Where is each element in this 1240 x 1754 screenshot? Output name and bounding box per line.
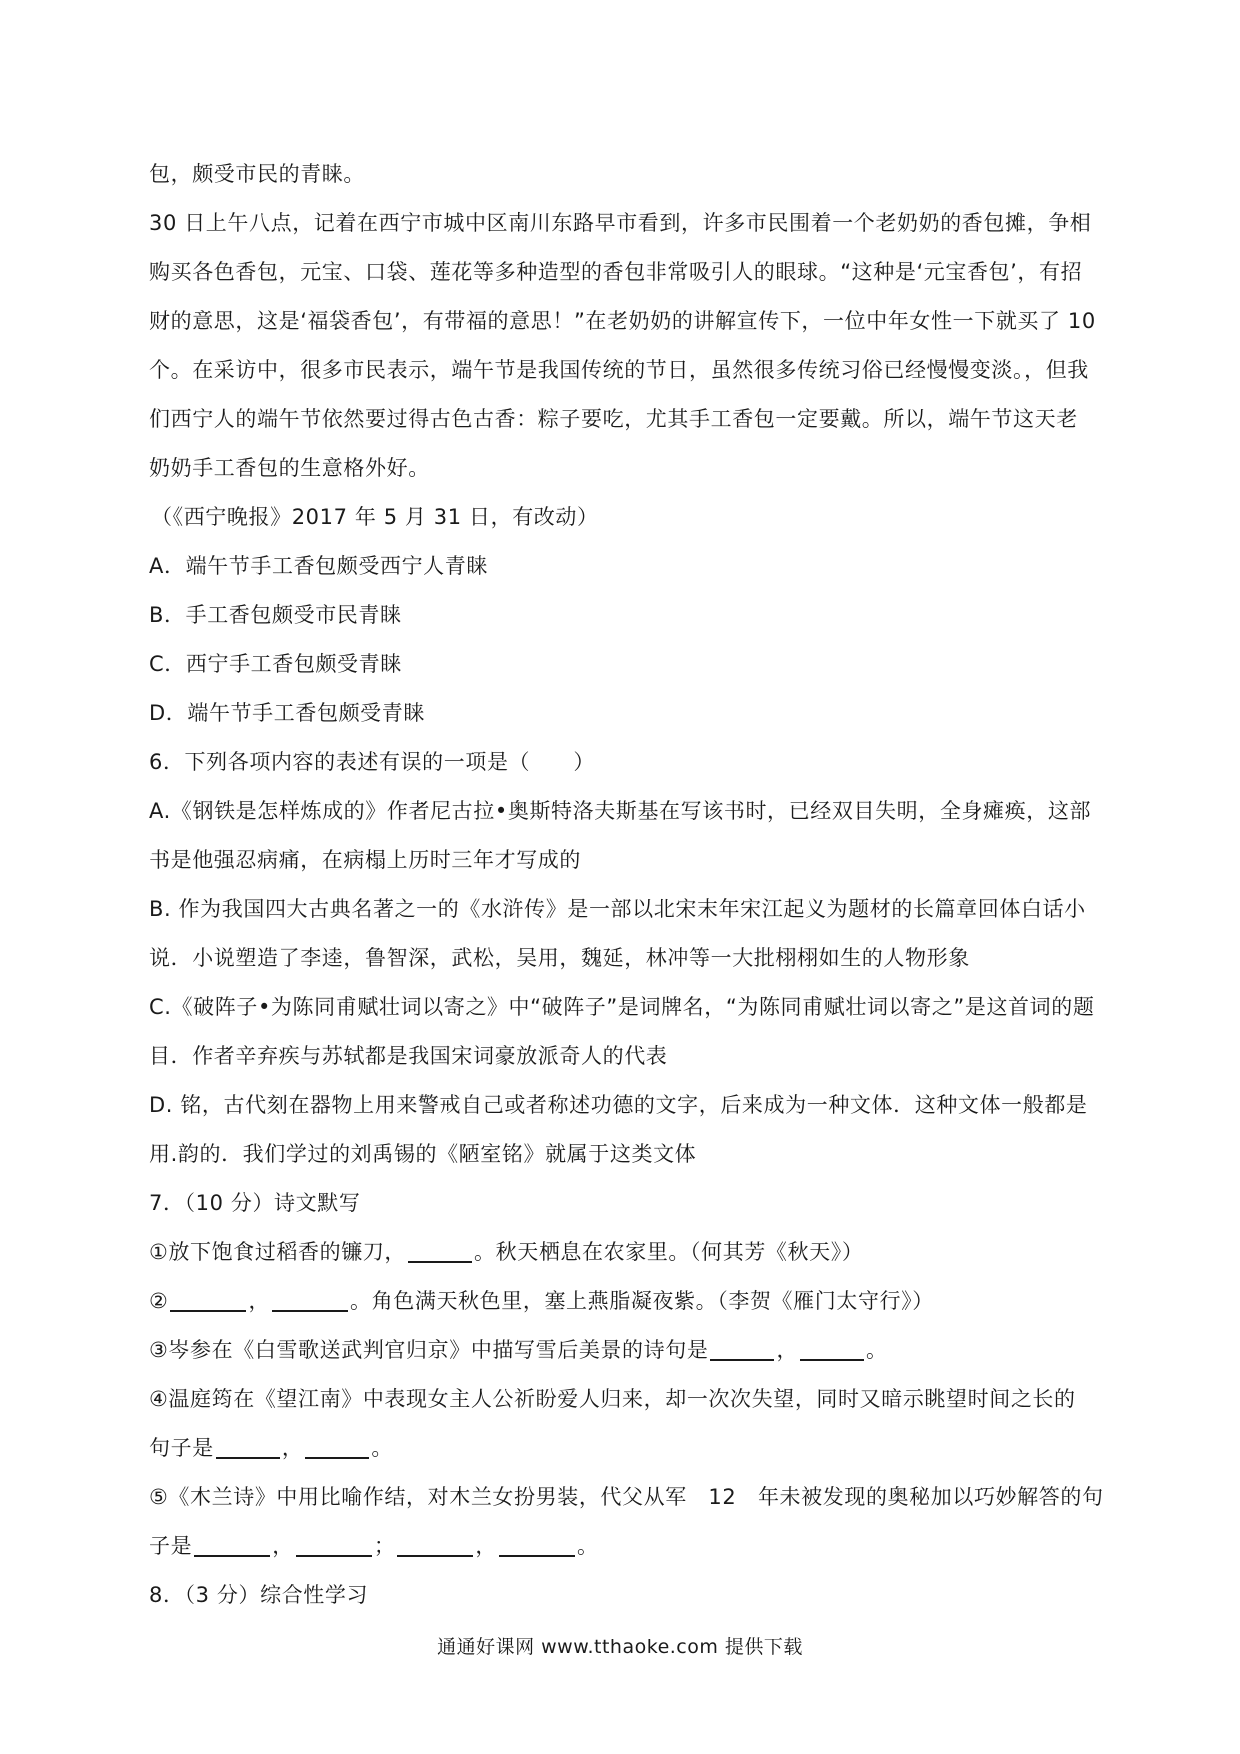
answer-blank[interactable]	[499, 1531, 575, 1557]
answer-blank[interactable]	[296, 1531, 372, 1557]
answer-blank[interactable]	[216, 1433, 280, 1459]
text-line: 包，颇受市民的青睐。	[149, 162, 365, 186]
poem-item-5-cont: 子是 ， ； ， 。	[149, 1522, 1099, 1571]
text-line: D. 铭，古代刻在器物上用来警戒自己或者称述功德的文字，后来成为一种文体．这种文体一般都是	[149, 1093, 1088, 1117]
answer-blank[interactable]	[710, 1335, 774, 1361]
answer-blank[interactable]	[305, 1433, 369, 1459]
poem-item-2: ② ， 。角色满天秋色里，塞上燕脂凝夜紫。（李贺《雁门太守行》）	[149, 1277, 1099, 1326]
option-a: A．端午节手工香包颇受西宁人青睐	[149, 554, 488, 578]
answer-blank[interactable]	[397, 1531, 473, 1557]
answer-blank[interactable]	[272, 1286, 348, 1312]
text-line: 说．小说塑造了李逵，鲁智深，武松，吴用，魏延，林冲等一大批栩栩如生的人物形象	[149, 946, 970, 970]
option-d: D．端午节手工香包颇受青睐	[149, 701, 425, 725]
answer-blank[interactable]	[408, 1237, 472, 1263]
option-b: B．手工香包颇受市民青睐	[149, 603, 402, 627]
text-line: B. 作为我国四大古典名著之一的《水浒传》是一部以北宋末年宋江起义为题材的长篇章回体白话小	[149, 897, 1086, 921]
poem-item-5: ⑤《木兰诗》中用比喻作结，对木兰女扮男装，代父从军 12 年未被发现的奥秘加以巧妙解答的句	[149, 1485, 1104, 1509]
text-line: 购买各色香包，元宝、口袋、莲花等多种造型的香包非常吸引人的眼球。“这种是‘元宝香包’，有招	[149, 260, 1083, 284]
answer-blank[interactable]	[170, 1286, 246, 1312]
source-citation: （《西宁晚报》2017 年 5 月 31 日，有改动）	[151, 505, 599, 529]
poem-item-1: ①放下饱食过稻香的镰刀， 。秋天栖息在农家里。（何其芳《秋天》）	[149, 1228, 1099, 1277]
text-line: 们西宁人的端午节依然要过得古色古香：粽子要吃，尤其手工香包一定要戴。所以，端午节这天老	[149, 407, 1078, 431]
text-line: 个。在采访中，很多市民表示，端午节是我国传统的节日，虽然很多传统习俗已经慢慢变淡。，但我	[149, 358, 1089, 382]
page-content	[149, 150, 1104, 1620]
text-line: 用.韵的．我们学过的刘禹锡的《陋室铭》就属于这类文体	[149, 1142, 697, 1166]
text-line: C.《破阵子•为陈同甫赋壮词以寄之》中“破阵子”是词牌名，“为陈同甫赋壮词以寄之”是这首词的题	[149, 995, 1095, 1019]
text-line: 财的意思，这是‘福袋香包’，有带福的意思！”在老奶奶的讲解宣传下，一位中年女性一下就买了 10	[149, 309, 1096, 333]
text-line: 书是他强忍病痛，在病榻上历时三年才写成的	[149, 848, 581, 872]
text-line: 目．作者辛弃疾与苏轼都是我国宋词豪放派奇人的代表	[149, 1044, 668, 1068]
answer-blank[interactable]	[194, 1531, 270, 1557]
answer-blank[interactable]	[800, 1335, 864, 1361]
poem-item-4: ④温庭筠在《望江南》中表现女主人公祈盼爱人归来，却一次次失望，同时又暗示眺望时间之长的	[149, 1387, 1076, 1411]
poem-item-4-cont: 句子是 ， 。	[149, 1424, 1099, 1473]
text-line: 奶奶手工香包的生意格外好。	[149, 456, 430, 480]
question-6: 6．下列各项内容的表述有误的一项是（ ）	[149, 750, 595, 774]
text-line: 30 日上午八点，记着在西宁市城中区南川东路早市看到，许多市民围着一个老奶奶的香包摊，争相	[149, 211, 1092, 235]
page-footer: 通通好课网 www.tthaoke.com 提供下载	[437, 1636, 803, 1658]
text-line: A.《钢铁是怎样炼成的》作者尼古拉•奥斯特洛夫斯基在写该书时，已经双目失明，全身瘫痪，这部	[149, 799, 1092, 823]
option-c: C．西宁手工香包颇受青睐	[149, 652, 402, 676]
question-7: 7．（10 分）诗文默写	[149, 1191, 361, 1215]
poem-item-3: ③岑参在《白雪歌送武判官归京》中描写雪后美景的诗句是 ， 。	[149, 1326, 1099, 1375]
question-8: 8．（3 分）综合性学习	[149, 1583, 369, 1607]
